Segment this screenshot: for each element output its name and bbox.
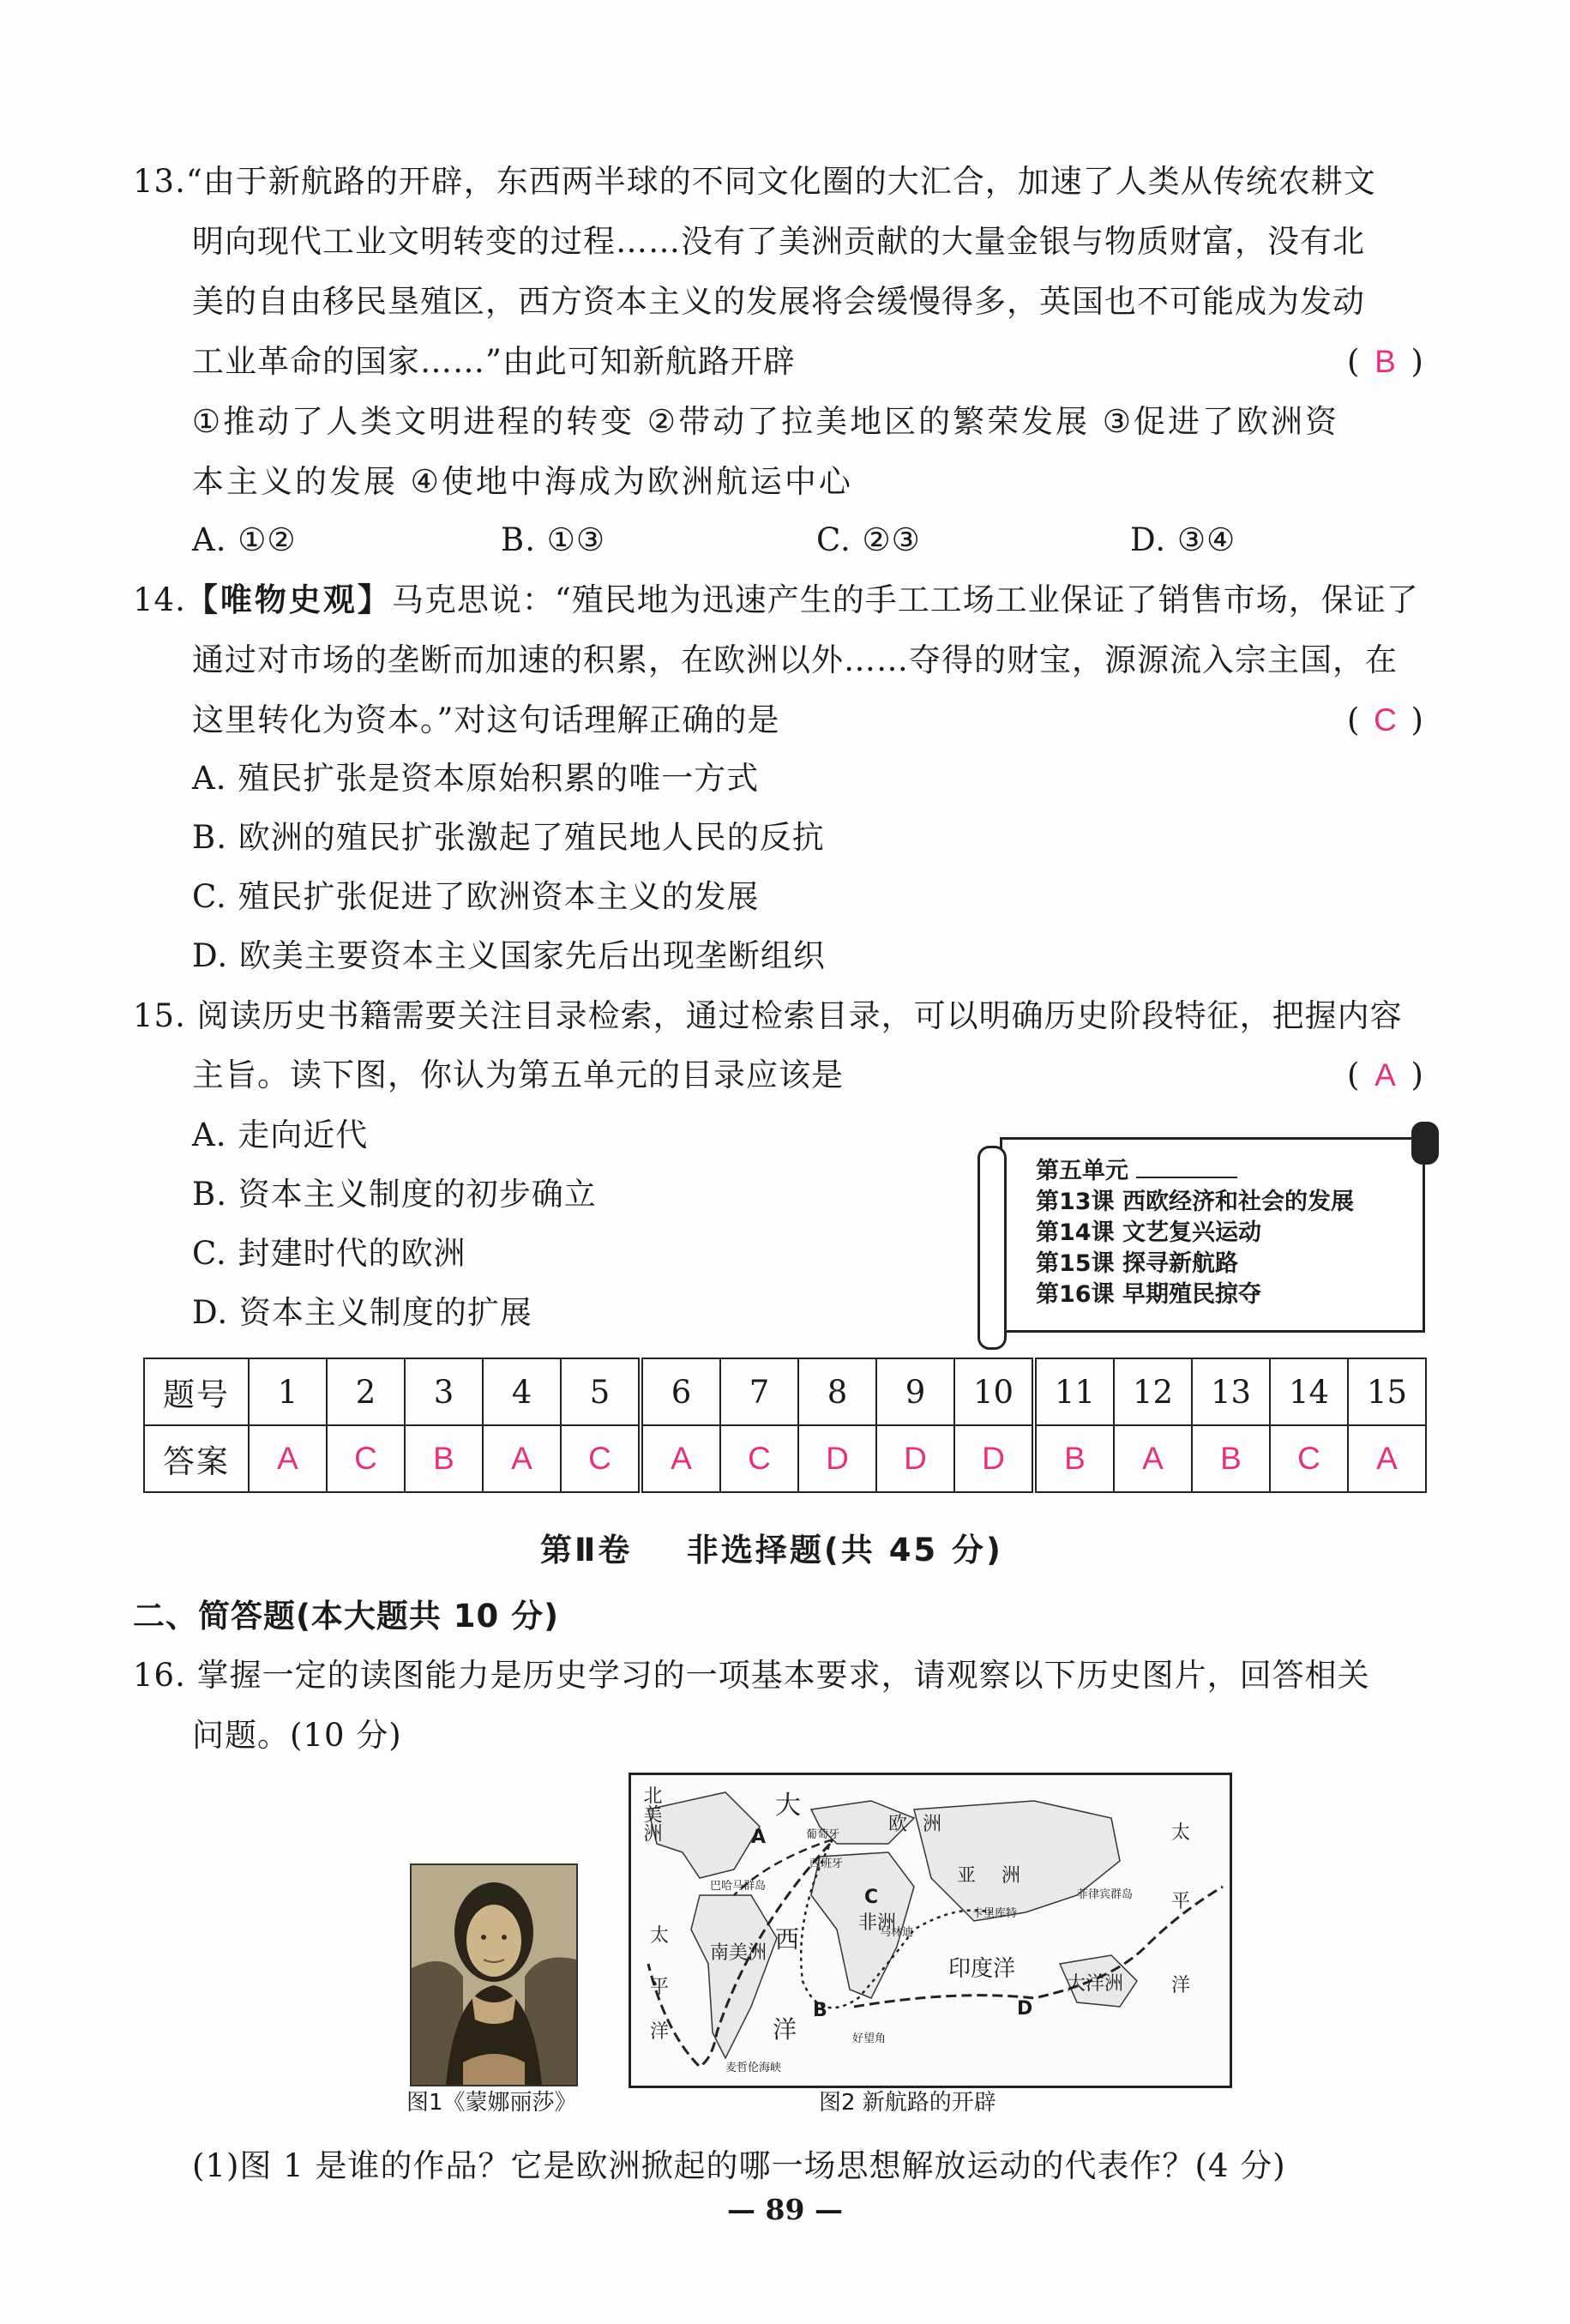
number-cell: 5 <box>561 1358 641 1425</box>
scroll-lesson: 第13课 西欧经济和社会的发展 <box>1036 1189 1354 1215</box>
map-label-asia: 亚洲 <box>957 1865 1047 1887</box>
new-sea-routes-map <box>629 1773 1232 2088</box>
q14-answer-paren: ( C ) <box>1347 700 1423 741</box>
answer-cell: C <box>720 1425 798 1492</box>
q15-line-1: 15. 阅读历史书籍需要关注目录检索，通过检索目录，可以明确历史阶段特征，把握内容 <box>133 997 1403 1034</box>
scroll-roll-right <box>1411 1122 1439 1165</box>
map-label-route-c: C <box>864 1887 879 1908</box>
map-label-pacific-e3: 洋 <box>1171 1975 1191 1996</box>
number-cell: 15 <box>1348 1358 1426 1425</box>
q13-option-a: A. ①② <box>192 521 297 558</box>
answer-cell: A <box>641 1425 720 1492</box>
q13-option-c: C. ②③ <box>816 521 921 558</box>
q14-answer: C <box>1374 702 1397 738</box>
q14-line-3: 这里转化为资本。”对这句话理解正确的是 <box>192 701 780 738</box>
answer-cell: B <box>1192 1425 1270 1492</box>
q14-line-2: 通过对市场的垄断而加速的积累，在欧洲以外……夺得的财宝，源源流入宗主国，在 <box>192 641 1398 678</box>
number-cell: 13 <box>1192 1358 1270 1425</box>
mona-lisa-image <box>410 1863 578 2086</box>
q13-line-3: 美的自由移民垦殖区，西方资本主义的发展将会缓慢得多，英国也不可能成为发动 <box>192 283 1365 320</box>
map-label-magellan: 麦哲伦海峡 <box>725 2062 782 2074</box>
q14-option-c: C. 殖民扩张促进了欧洲资本主义的发展 <box>192 878 760 915</box>
number-cell: 9 <box>876 1358 954 1425</box>
map-label-indian-ocean: 印度洋 <box>948 1956 1016 1982</box>
map-label-route-b: B <box>813 2000 827 2021</box>
figure2-caption: 图2 新航路的开辟 <box>819 2090 996 2116</box>
q16-line-2: 问题。(10 分) <box>192 1717 402 1754</box>
map-label-oceania: 大洋洲 <box>1067 1973 1124 1995</box>
q13-line-4: 工业革命的国家……”由此可知新航路开辟 <box>192 343 796 380</box>
answer-cell: C <box>561 1425 641 1492</box>
number-cell: 11 <box>1034 1358 1114 1425</box>
answer-cell: D <box>876 1425 954 1492</box>
map-label-africa: 非洲 <box>858 1912 897 1934</box>
map-label-pacific-e2: 平 <box>1171 1891 1191 1912</box>
unit-blank <box>1136 1156 1237 1178</box>
answer-cell: A <box>483 1425 561 1492</box>
page-number: — 89 — <box>727 2193 843 2226</box>
answer-cell: A <box>249 1425 327 1492</box>
scroll-text <box>1036 1156 1354 1310</box>
scroll-lesson: 第16课 早期殖民掠夺 <box>1036 1281 1261 1308</box>
q16-line-1: 16. 掌握一定的读图能力是历史学习的一项基本要求，请观察以下历史图片，回答相关 <box>133 1657 1370 1694</box>
map-label-bahamas: 巴哈马群岛 <box>710 1880 767 1893</box>
answer-cell: B <box>1034 1425 1114 1492</box>
number-cell: 6 <box>641 1358 720 1425</box>
q14-option-d: D. 欧美主要资本主义国家先后出现垄断组织 <box>192 937 826 974</box>
answer-cell: D <box>798 1425 876 1492</box>
q15-line-2: 主旨。读下图，你认为第五单元的目录应该是 <box>192 1057 844 1093</box>
part2-title: 第Ⅱ卷 非选择题(共 45 分) <box>540 1532 1003 1568</box>
scroll-unit-title: 第五单元 <box>1036 1158 1128 1184</box>
answer-cell: C <box>327 1425 405 1492</box>
q15-answer-paren: ( A ) <box>1347 1055 1423 1096</box>
map-label-cape: 好望角 <box>852 2032 887 2045</box>
q13-answer-paren: ( B ) <box>1347 341 1423 382</box>
answer-cell: B <box>405 1425 483 1492</box>
answer-table <box>143 1358 1427 1493</box>
map-label-calicut: 卡里库特 <box>972 1907 1018 1920</box>
number-cell: 7 <box>720 1358 798 1425</box>
q15-option-a: A. 走向近代 <box>192 1117 369 1153</box>
section2-title: 二、简答题(本大题共 10 分) <box>133 1598 560 1635</box>
q15-answer: A <box>1375 1057 1396 1093</box>
map-label-malindi: 马林迪 <box>880 1926 914 1939</box>
answer-cell: A <box>1348 1425 1426 1492</box>
q14-option-a: A. 殖民扩张是资本原始积累的唯一方式 <box>192 760 760 797</box>
number-cell: 1 <box>249 1358 327 1425</box>
map-label-pacific-w3: 洋 <box>650 2021 670 2043</box>
number-cell: 2 <box>327 1358 405 1425</box>
q13-option-b: B. ①③ <box>501 521 606 558</box>
map-label-portugal: 葡萄牙 <box>806 1828 840 1841</box>
map-label-europe: 欧洲 <box>888 1814 958 1835</box>
answer-cell: C <box>1270 1425 1348 1492</box>
q13-option-d: D. ③④ <box>1130 521 1236 558</box>
map-label-spain: 西班牙 <box>809 1857 844 1870</box>
answer-table-answer-row <box>144 1425 1426 1492</box>
map-label-pacific-e1: 太 <box>1171 1822 1191 1844</box>
number-cell: 4 <box>483 1358 561 1425</box>
map-label-route-a: A <box>751 1827 767 1848</box>
q15-option-d: D. 资本主义制度的扩展 <box>192 1294 532 1331</box>
q13-line-1: 13.“由于新航路的开辟，东西两半球的不同文化圈的大汇合，加速了人类从传统农耕文 <box>133 163 1376 200</box>
number-cell: 12 <box>1114 1358 1192 1425</box>
number-cell: 14 <box>1270 1358 1348 1425</box>
q14-tag: 【唯物史观】 <box>185 581 392 618</box>
q14-line-1: 14.【唯物史观】马克思说：“殖民地为迅速产生的手工工场工业保证了销售市场，保证了 <box>133 581 1419 618</box>
q15-option-c: C. 封建时代的欧洲 <box>192 1235 466 1272</box>
scroll-lesson: 第14课 文艺复兴运动 <box>1036 1219 1261 1246</box>
map-label-route-d: D <box>1017 1998 1033 2020</box>
scroll-roll-left <box>977 1146 1007 1350</box>
q15-option-b: B. 资本主义制度的初步确立 <box>192 1176 597 1213</box>
mona-lisa-drawing <box>412 1865 576 2085</box>
map-label-atlantic-2: 西 <box>775 1925 800 1954</box>
map-label-philippines: 菲律宾群岛 <box>1077 1888 1134 1901</box>
answer-cell: A <box>1114 1425 1192 1492</box>
map-label-south-america: 南美洲 <box>710 1942 767 1964</box>
map-label-pacific-w1: 太 <box>650 1925 670 1947</box>
row-label-number: 题号 <box>144 1358 249 1425</box>
number-cell: 8 <box>798 1358 876 1425</box>
map-label-atlantic-1: 大 <box>775 1791 801 1821</box>
answer-cell: D <box>954 1425 1034 1492</box>
map-label-pacific-w2: 平 <box>650 1977 670 1998</box>
q16-sub1: (1)图 1 是谁的作品？它是欧洲掀起的哪一场思想解放运动的代表作？(4 分) <box>192 2147 1286 2184</box>
answer-table-number-row <box>144 1358 1426 1425</box>
q13-line-2: 明向现代工业文明转变的过程……没有了美洲贡献的大量金银与物质财富，没有北 <box>192 223 1365 260</box>
table-of-contents-scroll <box>976 1122 1439 1345</box>
q13-statements-2: 本主义的发展 ④使地中海成为欧洲航运中心 <box>192 463 853 500</box>
map-label-north-america: 北美洲 <box>641 1785 662 1842</box>
number-cell: 10 <box>954 1358 1034 1425</box>
map-label-atlantic-3: 洋 <box>773 2015 797 2044</box>
row-label-answer: 答案 <box>144 1425 249 1492</box>
scroll-lesson: 第15课 探寻新航路 <box>1036 1250 1238 1277</box>
q13-statements-1: ①推动了人类文明进程的转变 ②带动了拉美地区的繁荣发展 ③促进了欧洲资 <box>192 403 1340 440</box>
number-cell: 3 <box>405 1358 483 1425</box>
figure1-caption: 图1《蒙娜丽莎》 <box>406 2090 577 2116</box>
q13-answer: B <box>1375 344 1396 379</box>
q14-option-b: B. 欧洲的殖民扩张激起了殖民地人民的反抗 <box>192 819 825 856</box>
